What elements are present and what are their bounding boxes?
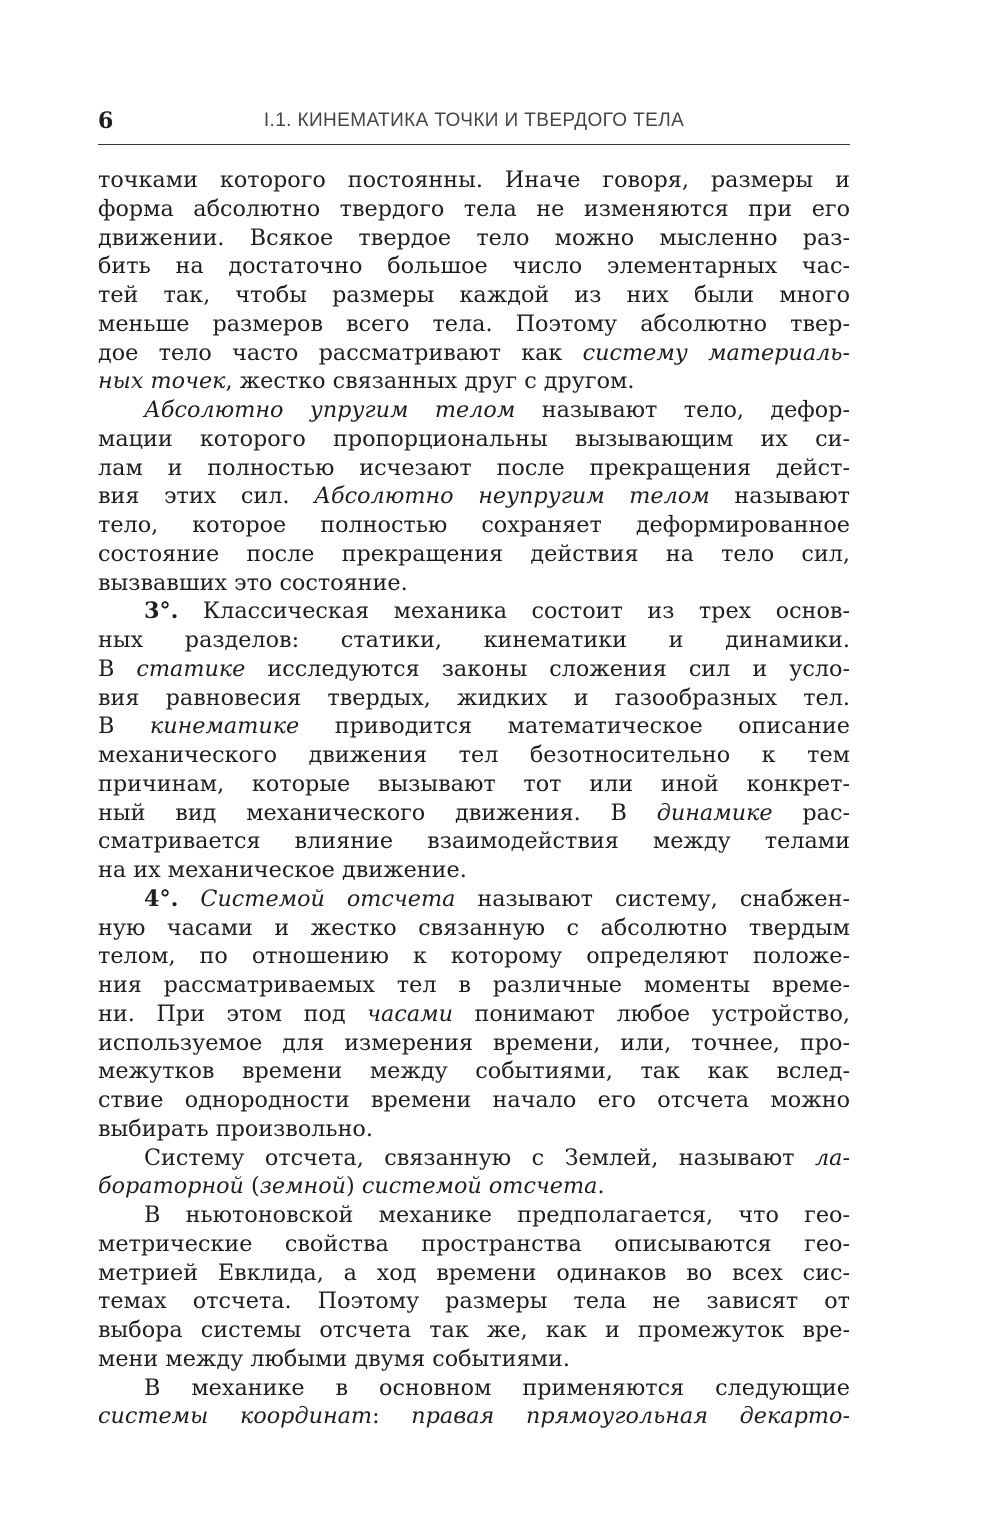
text-segment: вия равновесия твердых, жидких и газообразных тел. [98,684,850,711]
text-segment: причинам, которые вызывают тот или иной конкрет- [98,770,850,797]
text-segment: используемое для измерения времени, или, точнее, про- [98,1029,850,1056]
text-line [98,1057,850,1086]
text-segment: бить на достаточно большое число элементарных час- [98,253,850,280]
text-segment: на их механическое движение. [98,857,467,883]
text-line [98,454,850,483]
text-line [98,741,850,770]
text-line [98,770,850,799]
italic-term: систему материаль- [582,339,850,366]
text-line [98,799,850,828]
text-line [98,1287,850,1316]
text-segment: движении. Всякое твердое тело можно мысленно раз- [98,224,850,251]
text-segment: метрические свойства пространства описываются гео- [98,1230,850,1257]
text-segment: называют систему, снабжен- [455,885,850,912]
italic-term: Системой отсчета [200,885,456,912]
italic-term: часами [367,1000,453,1027]
text-segment: ( [243,1173,260,1200]
text-line [98,367,850,396]
text-segment: приводится математическое описание [299,713,850,740]
text-segment: выбора системы отсчета так же, как и промежуток вре- [98,1317,850,1343]
text-line [98,1086,850,1115]
page-number: 6 [98,108,114,134]
text-segment: исследуются законы сложения сил и усло- [245,655,850,682]
text-line [98,942,850,971]
text-segment: механического движения тел безотносительно к тем [98,742,850,768]
text-segment: называют тело, дефор- [515,397,850,423]
text-segment: тей так, чтобы размеры каждой из них были много [98,282,850,308]
section-number: 3°. [144,598,179,625]
running-header [98,108,850,145]
text-line [98,195,850,224]
text-segment: ) [346,1173,362,1200]
text-line [98,655,850,684]
text-segment: . [597,1173,605,1200]
text-line [98,971,850,1000]
text-line [98,626,850,655]
text-line [98,1230,850,1259]
text-segment: форма абсолютно твердого тела не изменяются при его [98,195,850,222]
text-line [98,1316,850,1345]
running-title: I.1. КИНЕМАТИКА ТОЧКИ И ТВЕРДОГО ТЕЛА [263,110,685,131]
text-line [98,827,850,856]
text-segment: межутков времени между событиями, так как вслед- [98,1058,850,1085]
text-segment: мени между любыми двумя событиями. [98,1345,570,1372]
text-segment: ных разделов: статики, кинематики и динамики. [98,627,850,653]
text-line [98,1029,850,1058]
text-segment: ствие однородности времени начало его отсчета можно [98,1087,850,1113]
text-segment: мации которого пропорциональны вызывающим их си- [98,425,850,452]
text-line [98,252,850,281]
text-segment: точками которого постоянны. Иначе говоря, размеры и [98,167,850,193]
text-segment: , жестко связанных друг с другом. [225,368,635,395]
text-line [98,1345,850,1374]
text-line [98,310,850,339]
italic-term: земной [259,1173,347,1200]
body-text [98,166,850,1431]
italic-term: системой отсчета [361,1173,598,1200]
text-line [98,1402,850,1431]
italic-term: системы координат [98,1403,373,1430]
text-line [98,396,850,425]
text-segment: метрией Евклида, а ход времени одинаков во всех сис- [98,1259,850,1286]
text-segment: сматривается влияние взаимодействия между телами [98,828,850,855]
text-segment: ния рассматриваемых тел в различные моменты време- [98,972,850,998]
text-line [98,712,850,741]
italic-term: кинематике [149,713,300,740]
text-segment: Классическая механика состоит из трех основ- [178,598,850,625]
text-line [98,856,850,885]
text-segment: В [98,655,137,682]
text-line [98,1000,850,1029]
italic-term: бораторной [98,1173,244,1200]
text-line [98,914,850,943]
text-segment: называют [709,483,850,510]
italic-term: ных точек [98,368,226,395]
text-segment: понимают любое устройство, [452,1000,850,1027]
text-segment: В ньютоновской механике предполагается, что гео- [144,1202,850,1228]
text-segment: ную часами и жестко связанную с абсолютно твердым [98,914,850,941]
text-line [98,511,850,540]
text-segment: В [98,713,150,740]
text-line [98,684,850,713]
text-segment: меньше размеров всего тела. Поэтому абсолютно твер- [98,310,850,337]
text-segment: выбирать произвольно. [98,1115,373,1142]
text-line [98,1115,850,1144]
text-line [98,540,850,569]
text-line [98,1144,850,1173]
text-line [98,1172,850,1201]
text-line [98,482,850,511]
italic-term: ла- [814,1144,850,1171]
italic-term: правая прямоугольная декарто- [411,1403,850,1430]
text-segment: состояние после прекращения действия на тело сил, [98,540,850,567]
text-segment: В механике в основном применяются следующие [144,1374,850,1401]
text-segment: темах отсчета. Поэтому размеры тела не зависят от [98,1288,850,1315]
section-number: 4°. [144,885,179,912]
text-segment: дое тело часто рассматривают как [98,339,583,366]
text-segment: Систему отсчета, связанную с Землей, называют [144,1144,815,1171]
italic-term: динамике [656,799,773,826]
text-segment: ни. При этом под [98,1000,368,1027]
italic-term: Абсолютно неупругим телом [314,483,710,510]
text-segment: тело, которое полностью сохраняет деформированное [98,512,850,538]
text-line [98,339,850,368]
text-line [98,224,850,253]
text-line [98,425,850,454]
text-segment: : [372,1403,412,1430]
italic-term: Абсолютно упругим телом [144,397,516,423]
text-segment [178,886,200,912]
text-line [98,281,850,310]
text-line [98,1374,850,1403]
text-line [98,1201,850,1230]
text-line [98,885,850,914]
text-line [98,569,850,598]
text-segment: лам и полностью исчезают после прекращения дейст- [98,454,850,481]
text-segment: телом, по отношению к которому определяют положе- [98,943,850,970]
text-segment: вия этих сил. [98,483,315,510]
text-line [98,597,850,626]
text-line [98,166,850,195]
text-segment: ный вид механического движения. В [98,799,657,826]
text-segment: вызвавших это состояние. [98,569,408,596]
text-line [98,1259,850,1288]
italic-term: статике [136,655,246,682]
text-segment: рас- [772,799,850,826]
